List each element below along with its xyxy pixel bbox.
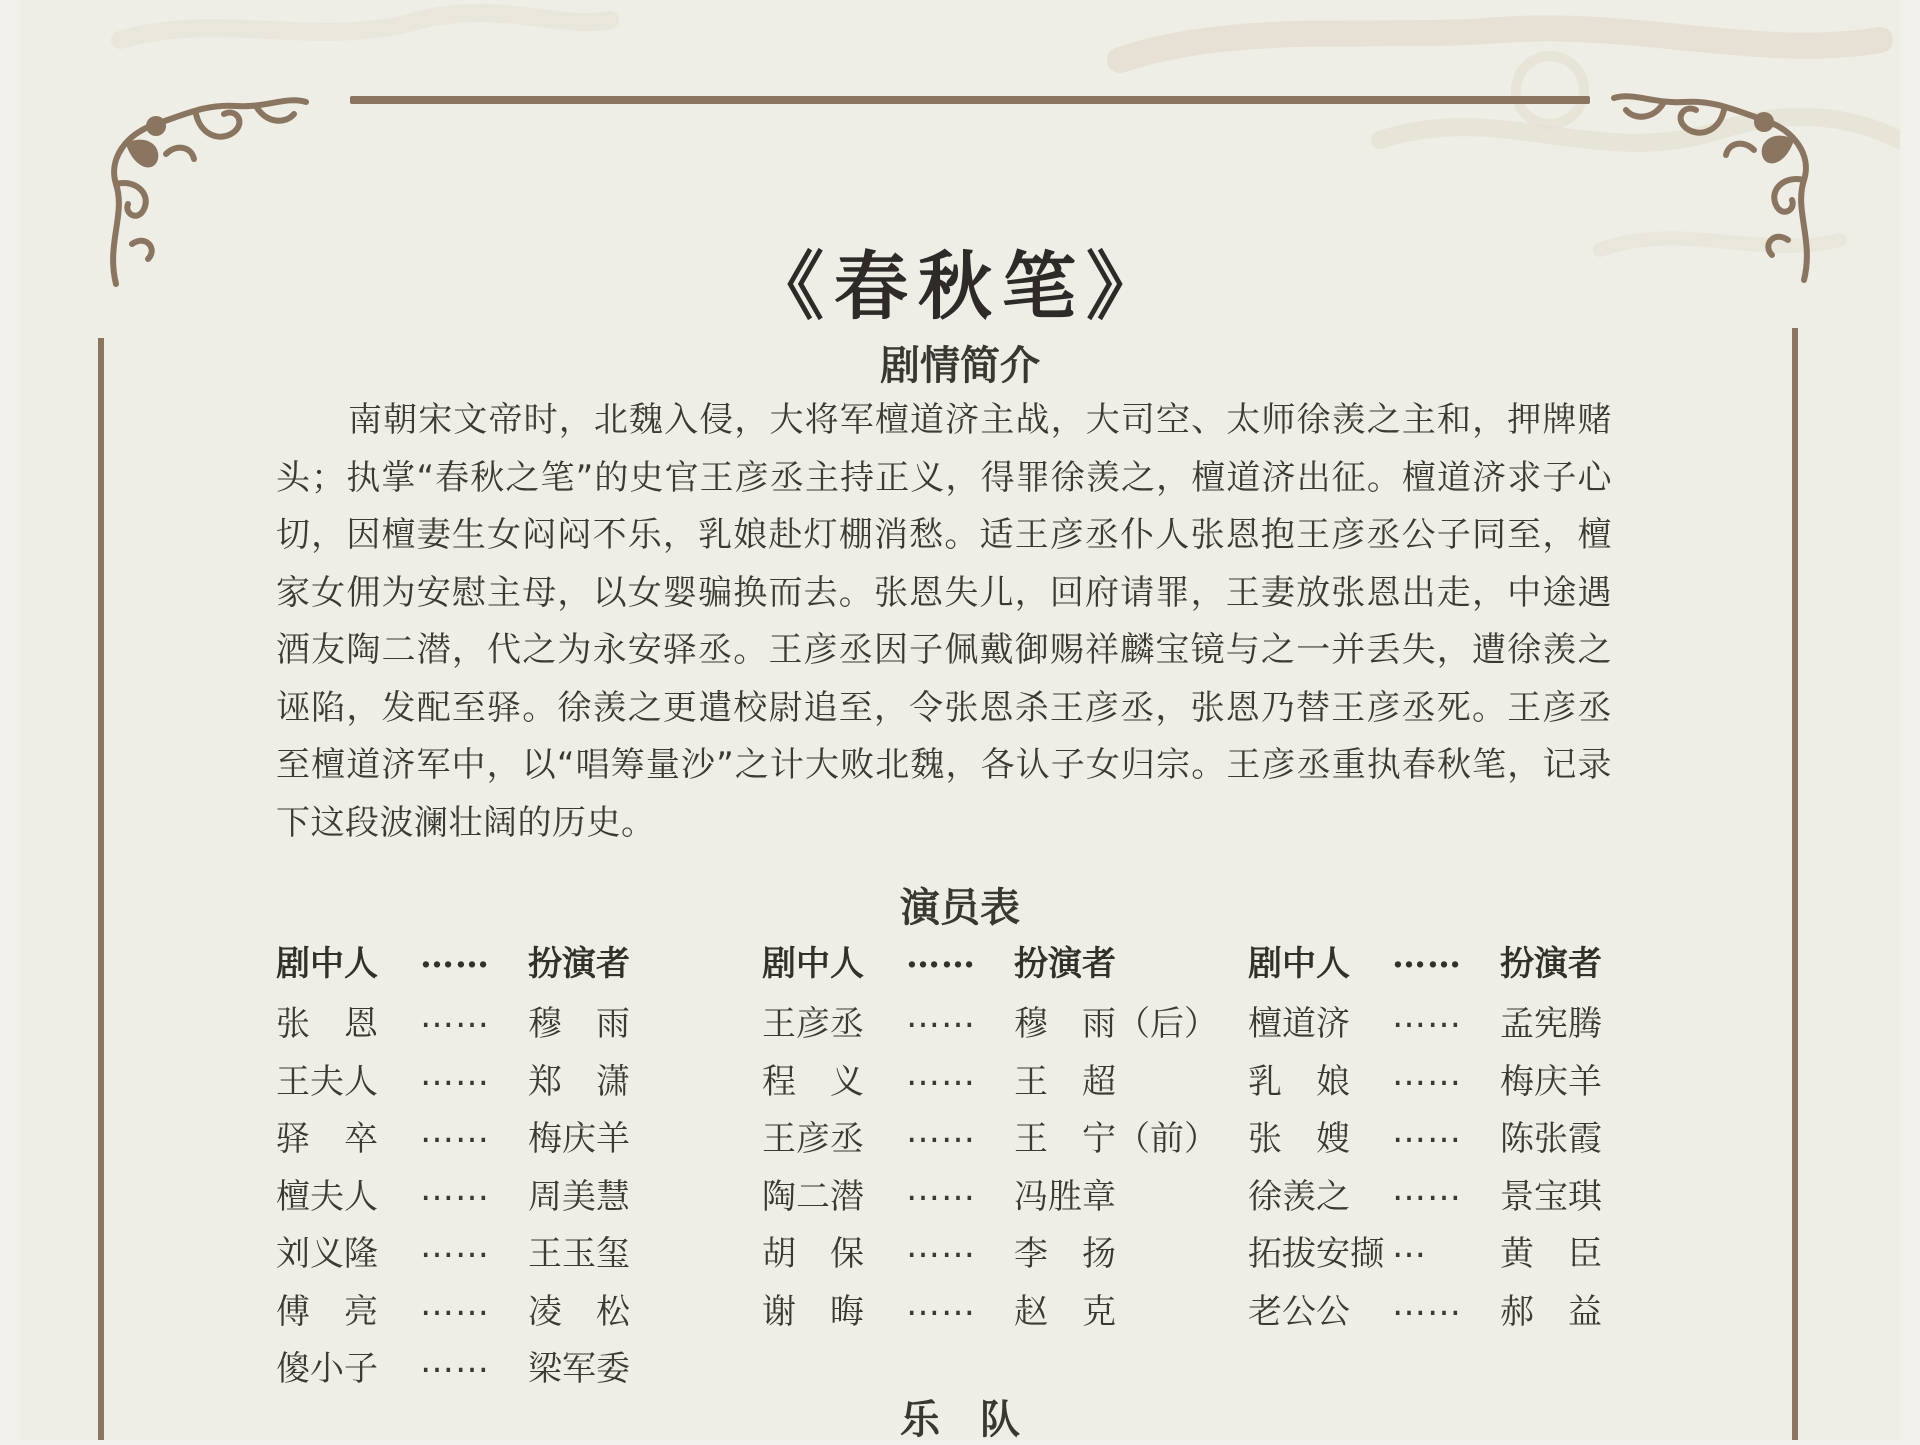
cast-header-actor: 扮演者 (1500, 944, 1602, 984)
cast-separator: …… (1392, 1053, 1462, 1094)
band-heading: 乐 队 (900, 1397, 1020, 1443)
cast-role: 陶二潜 (762, 1176, 864, 1217)
cast-actor: 周美慧 (528, 1176, 630, 1217)
cast-separator: …… (906, 1111, 976, 1151)
cast-separator: … (1392, 1226, 1427, 1266)
cast-separator: …… (420, 1053, 490, 1094)
cast-separator: …… (906, 1283, 976, 1324)
cast-role: 王夫人 (276, 1061, 378, 1102)
top-border-rule (350, 96, 1590, 104)
cast-role: 傅 亮 (276, 1291, 378, 1332)
cast-header-separator: …… (420, 936, 490, 976)
cast-header-role: 剧中人 (762, 944, 864, 984)
cast-actor: 穆 雨 (528, 1004, 630, 1044)
cast-actor: 郑 潇 (528, 1061, 630, 1102)
cast-role: 胡 保 (762, 1234, 864, 1274)
cast-actor: 景宝琪 (1500, 1176, 1602, 1217)
cast-role: 乳 娘 (1248, 1061, 1350, 1102)
cast-separator: …… (420, 1283, 490, 1324)
cast-separator: …… (420, 1341, 490, 1381)
cast-role: 张 恩 (276, 1004, 378, 1044)
cast-header-role: 剧中人 (1248, 944, 1350, 984)
cast-header-separator: …… (906, 936, 976, 976)
cast-actor: 王 超 (1014, 1061, 1116, 1102)
cast-actor: 赵 克 (1014, 1291, 1116, 1332)
cast-role: 谢 晦 (762, 1291, 864, 1332)
cast-header-actor: 扮演者 (528, 944, 630, 984)
cast-role: 程 义 (762, 1061, 864, 1102)
cast-header-separator: …… (1392, 936, 1462, 976)
cast-separator: …… (906, 996, 976, 1036)
cast-separator: …… (420, 1226, 490, 1266)
cast-separator: …… (1392, 1283, 1462, 1324)
cast-actor: 穆 雨（后） (1014, 1004, 1218, 1044)
cast-separator: …… (906, 1168, 976, 1209)
synopsis-heading: 剧情简介 (880, 343, 1040, 389)
cast-separator: …… (420, 996, 490, 1036)
cast-role: 张 嫂 (1248, 1119, 1350, 1159)
cast-actor: 李 扬 (1014, 1234, 1116, 1274)
cast-heading: 演员表 (900, 885, 1020, 931)
cast-role: 檀道济 (1248, 1004, 1350, 1044)
cast-role: 檀夫人 (276, 1176, 378, 1217)
cast-role: 王彦丞 (762, 1119, 864, 1159)
cast-header-actor: 扮演者 (1014, 944, 1116, 984)
cast-header-role: 剧中人 (276, 944, 378, 984)
cast-actor: 梅庆羊 (528, 1119, 630, 1159)
cast-actor: 黄 臣 (1500, 1234, 1602, 1274)
cast-separator: …… (906, 1053, 976, 1094)
cast-role: 拓拔安撷 (1248, 1234, 1384, 1274)
cast-separator: …… (420, 1111, 490, 1151)
cast-actor: 冯胜章 (1014, 1176, 1116, 1217)
cast-actor: 梅庆羊 (1500, 1061, 1602, 1102)
cast-separator: …… (1392, 1168, 1462, 1209)
cast-actor: 陈张霞 (1500, 1119, 1602, 1159)
play-title: 《春秋笔》 (750, 244, 1170, 330)
synopsis-text: 南朝宋文帝时，北魏入侵，大将军檀道济主战，大司空、太师徐羡之主和，押牌赌头；执掌“春秋之笔”的史官王彦丞主持正义，得罪徐羡之，檀道济出征。檀道济求子心切，因檀妻生女闷闷不乐，乳娘赴灯棚消愁。适王彦丞仆人张恩抱王彦丞公子同至，檀家女佣为安慰主母，以女婴骗换而去。张恩失儿，回府请罪，王妻放张恩出走，中途遇酒友陶二潜，代之为永安驿丞。王彦丞因子佩戴御赐祥麟宝镜与之一并丢失，遭徐羡之诬陷，发配至驿。徐羡之更遣校尉追至，令张恩杀王彦丞，张恩乃替王彦丞死。王彦丞至檀道济军中，以“唱筹量沙”之计大败北魏，各认子女归宗。王彦丞重执春秋笔，记录下这段波澜壮阔的历史。 (276, 400, 1612, 843)
cast-actor: 郝 益 (1500, 1291, 1602, 1332)
cast-separator: …… (906, 1226, 976, 1266)
cast-actor: 王玉玺 (528, 1234, 630, 1274)
cast-actor: 梁军委 (528, 1349, 630, 1389)
cast-role: 徐羡之 (1248, 1176, 1350, 1217)
cast-actor: 王 宁（前） (1014, 1119, 1218, 1159)
cast-role: 傻小子 (276, 1349, 378, 1389)
cast-separator: …… (1392, 996, 1462, 1036)
cast-separator: …… (420, 1168, 490, 1209)
cast-actor: 孟宪腾 (1500, 1004, 1602, 1044)
cast-separator: …… (1392, 1111, 1462, 1151)
cast-role: 老公公 (1248, 1291, 1350, 1332)
cast-role: 王彦丞 (762, 1004, 864, 1044)
cast-role: 刘义隆 (276, 1234, 378, 1274)
cast-actor: 凌 松 (528, 1291, 630, 1332)
cast-role: 驿 卒 (276, 1119, 378, 1159)
